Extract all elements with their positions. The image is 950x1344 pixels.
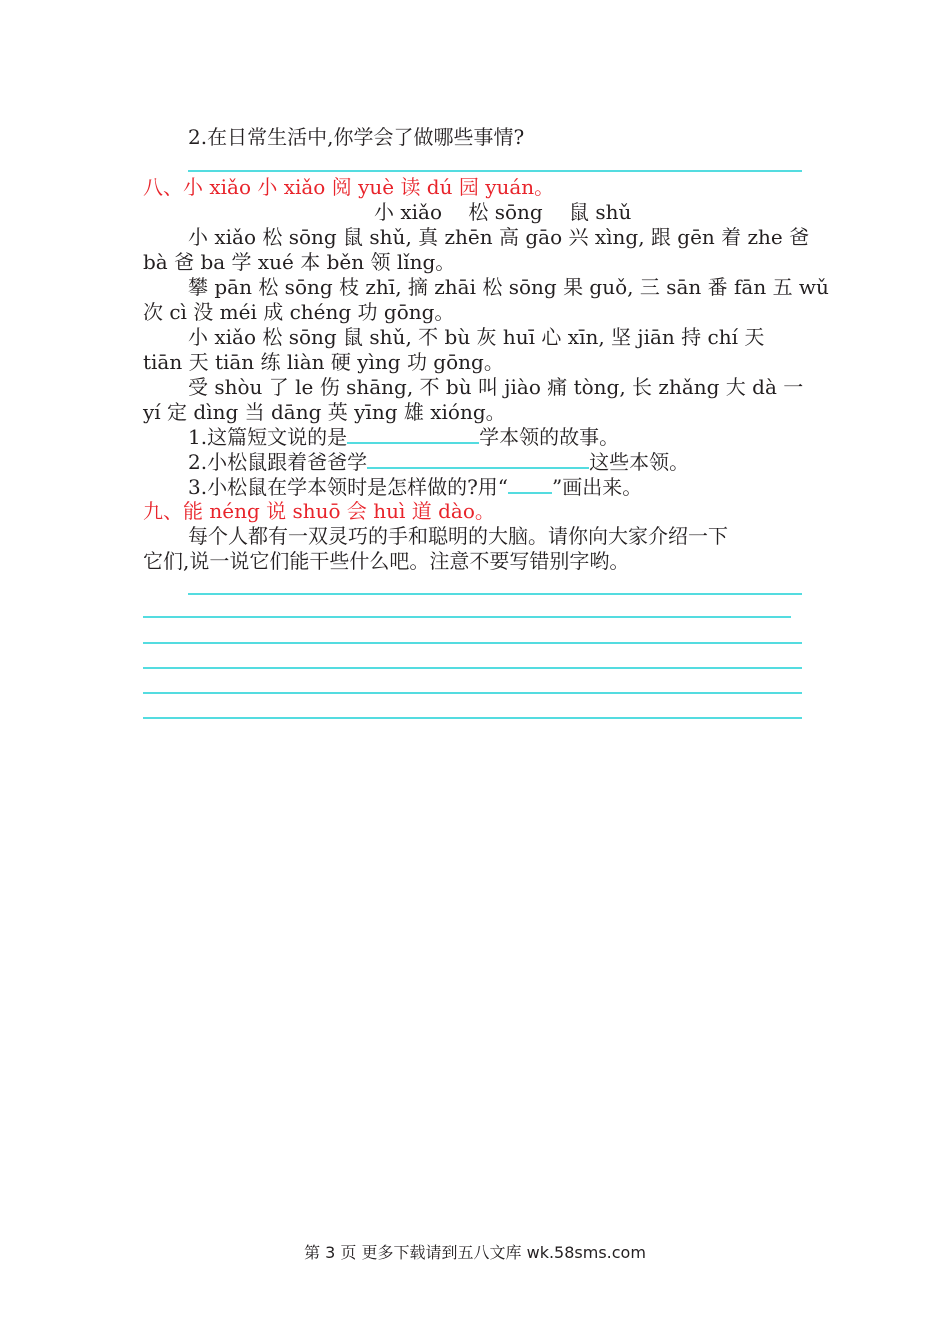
passage-line: 攀 pān 松 sōng 枝 zhī, 摘 zhāi 松 sōng 果 guǒ, 三 sān 番 fān 五 wǔ xyxy=(188,275,829,299)
fill-blank[interactable] xyxy=(347,424,479,444)
question-text: 学本领的故事。 xyxy=(479,425,620,449)
page-footer: 第 3 页 更多下载请到五八文库 wk.58sms.com xyxy=(304,1243,646,1262)
writing-line[interactable] xyxy=(143,616,791,618)
writing-line[interactable] xyxy=(143,717,802,719)
underline-sample xyxy=(508,474,552,494)
passage-line: 次 cì 没 méi 成 chéng 功 gōng。 xyxy=(143,300,455,324)
prompt-text: 每个人都有一双灵巧的手和聪明的大脑。请你向大家介绍一下 xyxy=(188,524,728,548)
question-1 xyxy=(188,424,619,449)
passage-line: yí 定 dìng 当 dāng 英 yīng 雄 xióng。 xyxy=(143,400,506,424)
passage-line: 小 xiǎo 松 sōng 鼠 shǔ, 不 bù 灰 huī 心 xīn, 坚 jiān 持 chí 天 xyxy=(188,325,765,349)
answer-line xyxy=(188,170,802,172)
passage-line: 小 xiǎo 松 sōng 鼠 shǔ, 真 zhēn 高 gāo 兴 xìng, 跟 gēn 着 zhe 爸 xyxy=(188,225,810,249)
question-3 xyxy=(188,474,642,499)
writing-line[interactable] xyxy=(143,692,802,694)
passage-line: tiān 天 tiān 练 liàn 硬 yìng 功 gōng。 xyxy=(143,350,504,374)
writing-line[interactable] xyxy=(143,667,802,669)
passage-title: 小 xiǎo 松 sōng 鼠 shǔ xyxy=(374,200,632,224)
passage-line: 受 shòu 了 le 伤 shāng, 不 bù 叫 jiào 痛 tòng, 长 zhǎng 大 dà 一 xyxy=(188,375,804,399)
question-text: 1.这篇短文说的是 xyxy=(188,425,348,449)
question-text: 2.小松鼠跟着爸爸学 xyxy=(188,450,368,474)
prompt-text: 它们,说一说它们能干些什么吧。注意不要写错别字哟。 xyxy=(143,549,630,573)
writing-line[interactable] xyxy=(143,642,802,644)
writing-line[interactable] xyxy=(188,593,802,595)
passage-line: bà 爸 ba 学 xué 本 běn 领 lǐng。 xyxy=(143,250,456,274)
question-text: 这些本领。 xyxy=(589,450,690,474)
section-heading: 八、小 xiǎo 小 xiǎo 阅 yuè 读 dú 园 yuán。 xyxy=(143,175,555,199)
fill-blank[interactable] xyxy=(367,449,589,469)
section-heading: 九、能 néng 说 shuō 会 huì 道 dào。 xyxy=(143,499,495,523)
question-text: 3.小松鼠在学本领时是怎样做的?用“ xyxy=(188,475,509,499)
question-text: ”画出来。 xyxy=(552,475,643,499)
question-text: 2.在日常生活中,你学会了做哪些事情? xyxy=(188,125,525,149)
question-2 xyxy=(188,449,689,474)
